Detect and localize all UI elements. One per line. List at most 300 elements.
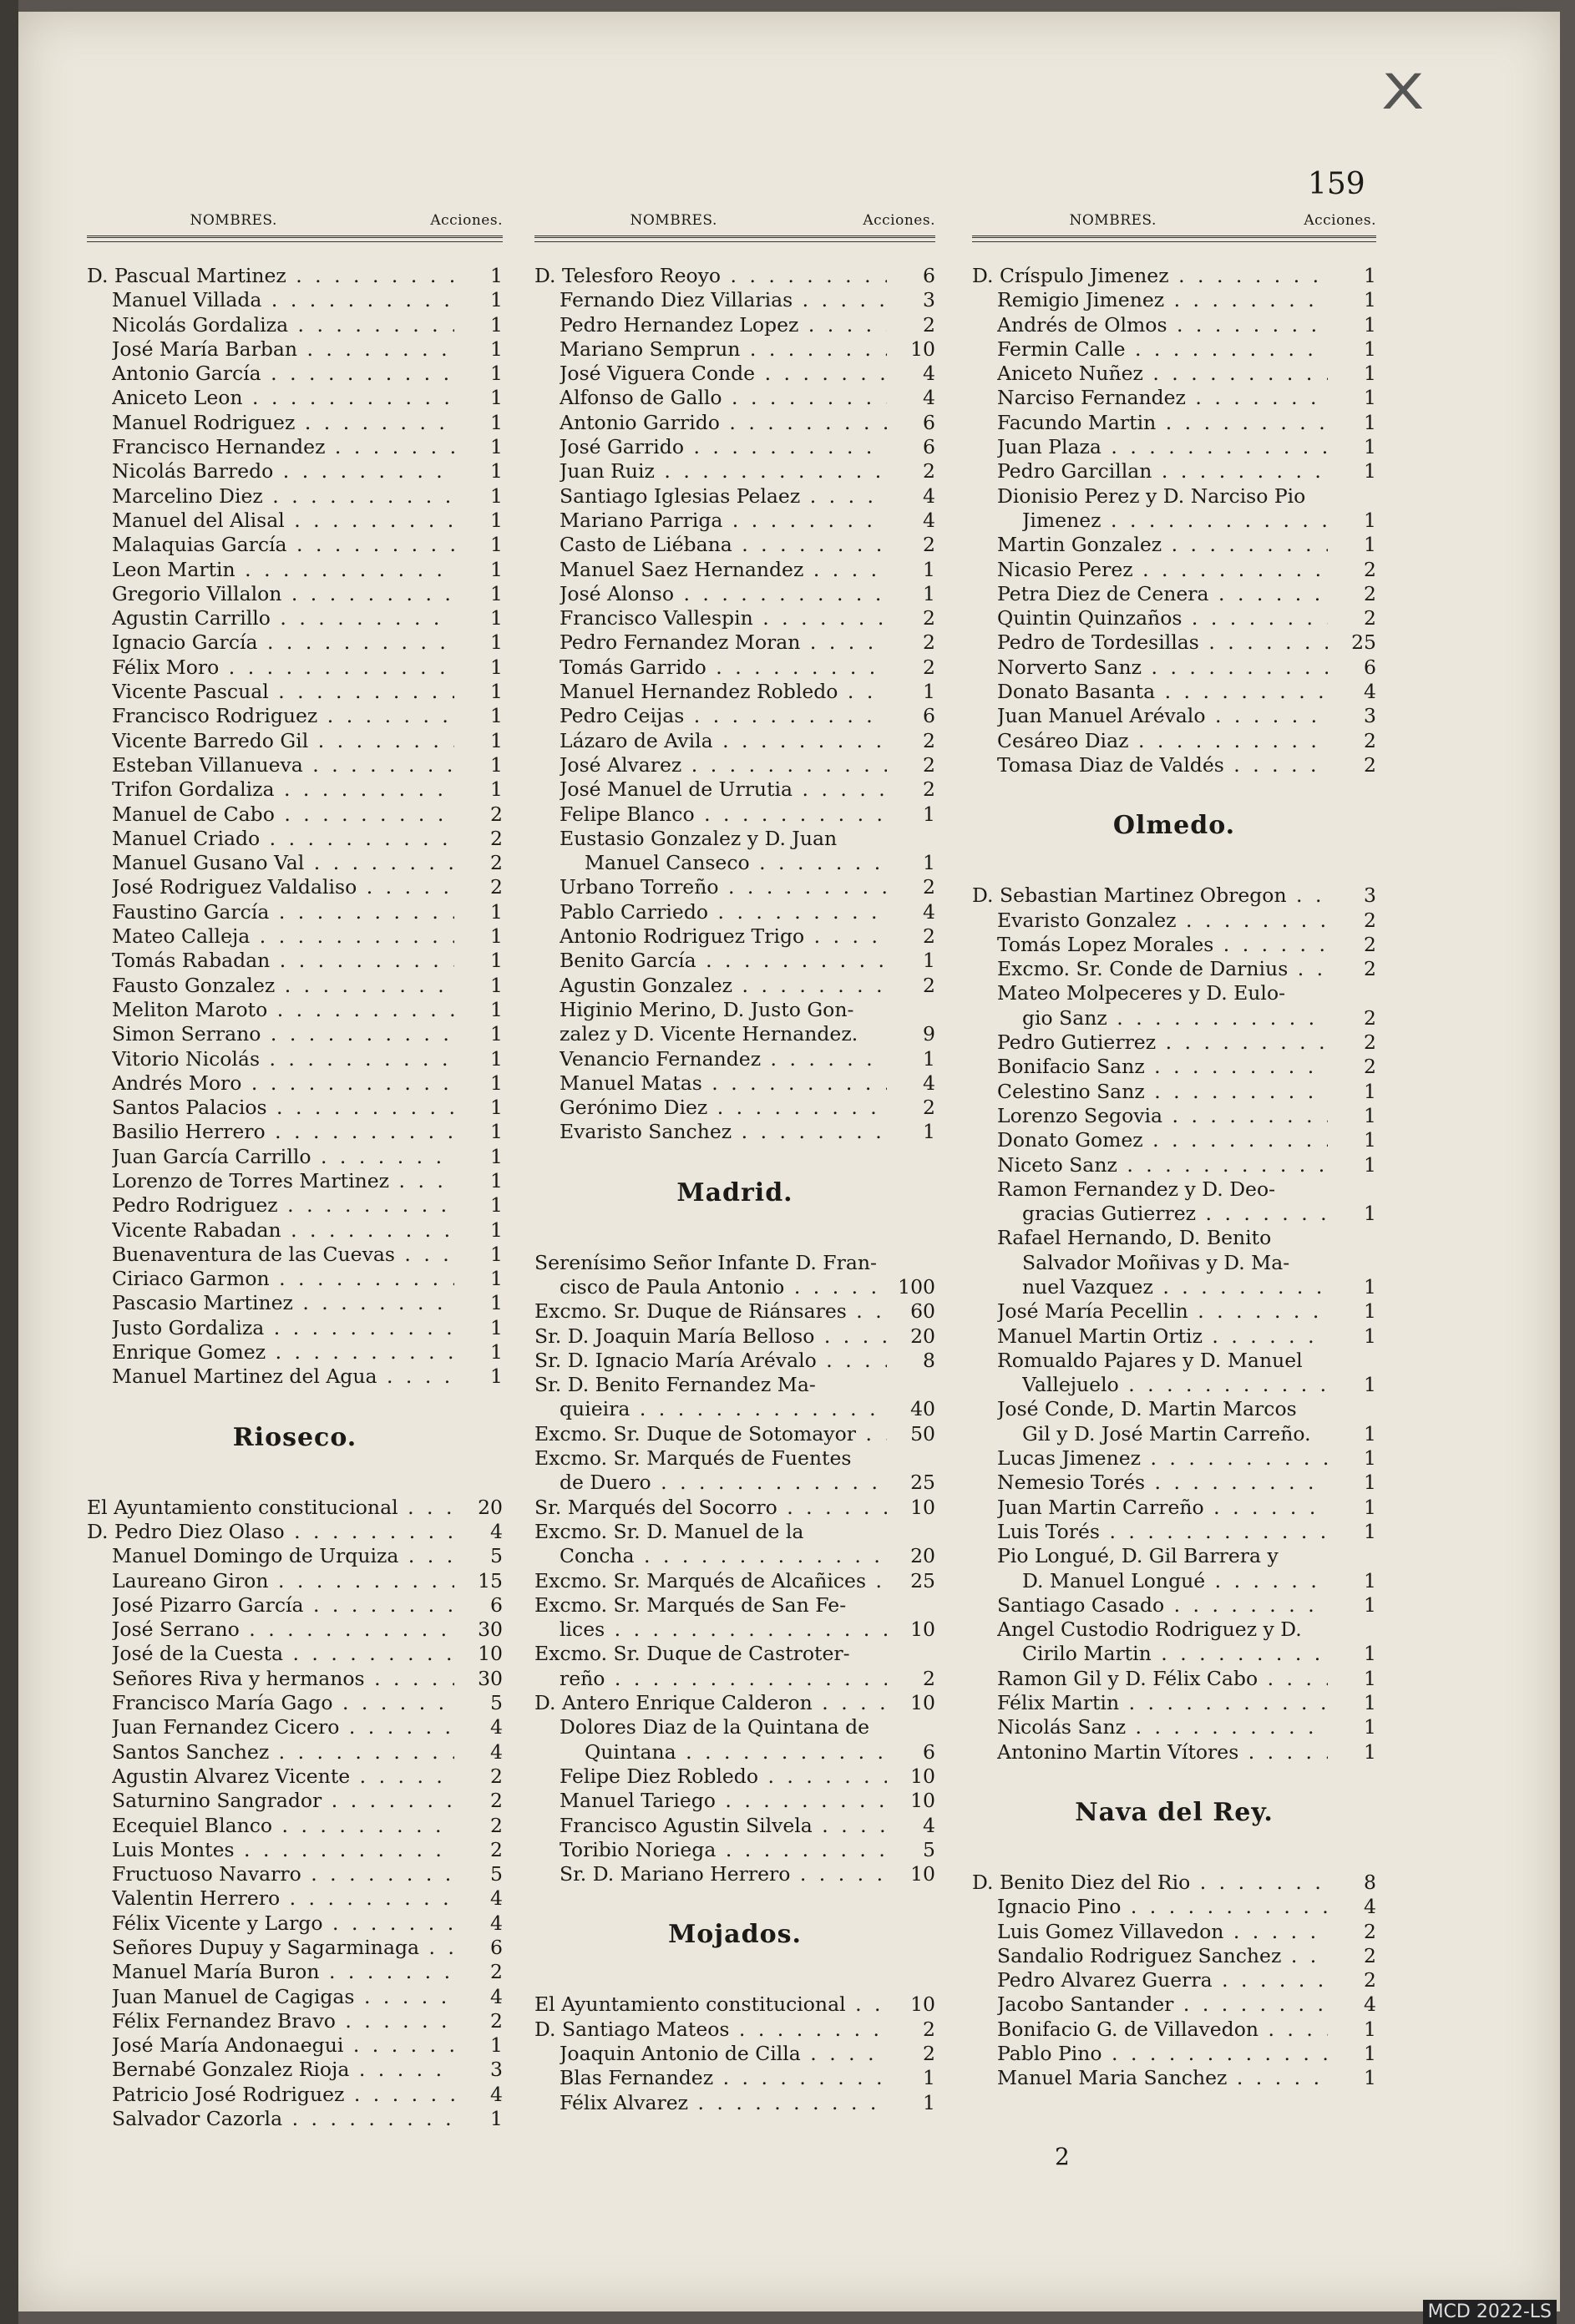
share-count: 1 xyxy=(1364,1202,1376,1226)
shareholder-name: Pedro Hernandez Lopez . . . xyxy=(560,313,887,337)
list-item xyxy=(972,1397,1376,1421)
share-count: 1 xyxy=(490,777,503,802)
shareholder-name: Félix Alvarez . . . xyxy=(560,2091,887,2115)
list-item xyxy=(87,2058,503,2082)
share-count: 2 xyxy=(1364,932,1376,956)
list-item xyxy=(87,1071,503,1096)
shareholder-name: Manuel Domingo de Urquiza . . . xyxy=(112,1544,454,1568)
share-count: 2 xyxy=(490,1837,503,1861)
shareholder-list xyxy=(534,264,935,1145)
share-count: 4 xyxy=(923,1813,935,1837)
list-item xyxy=(534,606,935,630)
list-item xyxy=(534,777,935,802)
shareholder-name: Mateo Molpeceres y D. Eulo- xyxy=(997,981,1286,1005)
shareholder-name: D. Telesforo Reoyo . . . xyxy=(534,264,887,288)
shareholder-name: Lucas Jimenez . . . xyxy=(997,1446,1328,1471)
shareholder-name: Eustasio Gonzalez y D. Juan xyxy=(560,826,838,850)
list-item xyxy=(534,509,935,533)
shareholder-name: Excmo. Sr. Duque de Riánsares . . . xyxy=(534,1299,887,1324)
shareholder-name: Dolores Diaz de la Quintana de xyxy=(560,1715,870,1739)
shareholder-name: Juan Martin Carreño . . . xyxy=(997,1496,1328,1520)
shareholder-name: Pio Longué, D. Gil Barrera y xyxy=(997,1544,1279,1568)
share-count: 2 xyxy=(923,533,935,557)
shareholder-name: Manuel Tariego . . . xyxy=(560,1789,887,1813)
share-count: 1 xyxy=(490,704,503,728)
list-item xyxy=(87,1740,503,1765)
share-count: 1 xyxy=(490,1193,503,1218)
shareholder-name: Urbano Torreño . . . xyxy=(560,875,887,899)
share-count: 1 xyxy=(1364,1666,1376,1690)
share-count: 10 xyxy=(910,1618,935,1642)
shareholder-name: El Ayuntamiento constitucional . . . xyxy=(87,1496,454,1520)
list-item xyxy=(534,630,935,655)
list-item xyxy=(87,337,503,362)
shareholder-name: Sr. D. Ignacio María Arévalo . . . xyxy=(534,1349,887,1373)
header-shares: Acciones. xyxy=(1304,212,1376,229)
share-count: 6 xyxy=(490,1592,503,1617)
share-count: 4 xyxy=(490,1715,503,1739)
list-item xyxy=(534,924,935,949)
list-item xyxy=(534,435,935,459)
list-item xyxy=(534,313,935,337)
shareholder-name: Quintin Quinzaños . . . xyxy=(997,606,1328,630)
shareholder-name: Andrés de Olmos . . . xyxy=(997,313,1328,337)
shareholder-name: José Serrano . . . xyxy=(112,1618,454,1642)
list-item xyxy=(972,1920,1376,1944)
share-count: 1 xyxy=(1364,386,1376,410)
shareholder-name: Manuel Saez Hernandez . . . xyxy=(560,558,887,582)
list-item xyxy=(87,1193,503,1218)
list-item xyxy=(87,827,503,851)
share-count: 1 xyxy=(1364,1471,1376,1495)
column-1 xyxy=(87,192,503,2131)
list-item xyxy=(87,558,503,582)
shareholder-name: José María Andonaegui . . . xyxy=(112,2033,454,2058)
shareholder-name: Santiago Casado . . . xyxy=(997,1593,1328,1618)
shareholder-name: José Alvarez . . . xyxy=(560,753,887,777)
list-item xyxy=(87,1886,503,1911)
shareholder-name: Saturnino Sangrador . . . xyxy=(112,1789,454,1813)
share-count: 1 xyxy=(490,557,503,581)
list-item xyxy=(534,656,935,680)
list-item xyxy=(972,1153,1376,1177)
list-item xyxy=(972,884,1376,908)
shareholder-name: Manuel Matas . . . xyxy=(560,1071,887,1096)
list-item xyxy=(534,1047,935,1071)
shareholder-name: Agustin Gonzalez . . . xyxy=(560,974,887,998)
list-item xyxy=(972,680,1376,704)
header-rule xyxy=(972,235,1376,242)
shareholder-name: Cesáreo Diaz . . . xyxy=(997,729,1328,753)
share-count: 1 xyxy=(490,508,503,532)
list-item xyxy=(972,1968,1376,1992)
shareholder-name: Toribio Noriega . . . xyxy=(560,1838,887,1862)
shareholder-name: Ciriaco Garmon . . . xyxy=(112,1267,454,1291)
share-count: 1 xyxy=(1364,1299,1376,1324)
list-item xyxy=(972,533,1376,557)
shareholder-name: D. Críspulo Jimenez . . . xyxy=(972,264,1328,288)
shareholder-name: Santos Palacios . . . xyxy=(112,1096,454,1120)
list-item xyxy=(972,337,1376,362)
share-count: 1 xyxy=(490,264,503,287)
shareholder-name: Andrés Moro . . . xyxy=(112,1071,454,1096)
list-item xyxy=(87,582,503,606)
list-item xyxy=(972,484,1376,509)
shareholder-name: Cirilo Martin . . . xyxy=(1022,1642,1328,1666)
share-count: 60 xyxy=(910,1299,935,1324)
share-count: 2 xyxy=(1364,957,1376,981)
shareholder-name: Buenaventura de las Cuevas . . . xyxy=(112,1243,454,1267)
shareholder-name: Señores Riva y hermanos . . . xyxy=(112,1667,454,1691)
share-count: 1 xyxy=(490,752,503,777)
share-count: 1 xyxy=(1364,459,1376,484)
shareholder-name: Gil y D. José Martin Carreño. xyxy=(1022,1421,1311,1446)
share-count: 1 xyxy=(1364,1739,1376,1764)
list-item xyxy=(972,1275,1376,1299)
shareholder-name: D. Pedro Diez Olaso . . . xyxy=(87,1520,454,1544)
list-item xyxy=(534,1667,935,1691)
share-count: 2 xyxy=(1364,1968,1376,1992)
share-count: 2 xyxy=(923,728,935,752)
share-count: 2 xyxy=(923,459,935,484)
list-item xyxy=(534,288,935,312)
share-count: 10 xyxy=(910,1691,935,1715)
share-count: 1 xyxy=(923,581,935,605)
share-count: 2 xyxy=(923,606,935,630)
shareholder-name: Facundo Martin . . . xyxy=(997,411,1328,435)
list-item xyxy=(972,362,1376,386)
share-count: 1 xyxy=(923,2090,935,2114)
list-item xyxy=(972,1128,1376,1152)
shareholder-name: Luis Gomez Villavedon . . . xyxy=(997,1920,1328,1944)
list-item xyxy=(972,288,1376,312)
share-count: 1 xyxy=(1364,533,1376,557)
list-item xyxy=(87,1593,503,1618)
share-count: 4 xyxy=(923,508,935,532)
list-item xyxy=(87,630,503,655)
list-item xyxy=(87,362,503,386)
share-count: 4 xyxy=(923,484,935,508)
share-count: 1 xyxy=(923,1046,935,1071)
share-count: 2 xyxy=(490,2008,503,2033)
list-item xyxy=(972,1944,1376,1968)
list-item xyxy=(972,909,1376,933)
share-count: 1 xyxy=(490,1315,503,1339)
page-number: 159 xyxy=(1308,167,1365,201)
share-count: 10 xyxy=(910,337,935,361)
section-title-rioseco: Rioseco. xyxy=(232,1422,357,1452)
list-item xyxy=(972,1422,1376,1446)
share-count: 1 xyxy=(1364,1128,1376,1152)
list-item xyxy=(534,386,935,410)
share-count: 10 xyxy=(910,1992,935,2017)
list-item xyxy=(87,851,503,875)
shareholder-name: Francisco Vallespin . . . xyxy=(560,606,887,630)
list-item xyxy=(87,777,503,802)
shareholder-name: Mateo Calleja . . . xyxy=(112,924,454,949)
list-item xyxy=(87,2009,503,2033)
column-2 xyxy=(534,192,935,2115)
shareholder-name: Laureano Giron . . . xyxy=(112,1569,454,1593)
list-item xyxy=(87,974,503,998)
shareholder-name: Antonio Rodriguez Trigo . . . xyxy=(560,924,887,949)
shareholder-name: Petra Diez de Cenera . . . xyxy=(997,582,1328,606)
share-count: 2 xyxy=(1364,606,1376,630)
list-item xyxy=(87,1169,503,1193)
list-item xyxy=(87,729,503,753)
column-header xyxy=(87,192,503,229)
signature-number: 2 xyxy=(1055,2143,1070,2170)
share-count: 2 xyxy=(1364,728,1376,752)
share-count: 3 xyxy=(923,288,935,312)
list-item xyxy=(972,704,1376,728)
share-count: 1 xyxy=(1364,1519,1376,1543)
list-item xyxy=(972,1496,1376,1520)
share-count: 1 xyxy=(490,1340,503,1365)
list-item xyxy=(87,1789,503,1813)
shareholder-name: Manuel Martinez del Agua . . . xyxy=(112,1365,454,1389)
list-item xyxy=(87,656,503,680)
shareholder-name: Manuel Gusano Val . . . xyxy=(112,851,454,875)
list-item xyxy=(972,313,1376,337)
shareholder-name: Ignacio García . . . xyxy=(112,630,454,655)
share-count: 1 xyxy=(1364,1373,1376,1397)
shareholder-list xyxy=(534,1251,935,1887)
share-count: 1 xyxy=(1364,1642,1376,1666)
list-item xyxy=(87,264,503,288)
shareholder-name: Manuel Villada . . . xyxy=(112,288,454,312)
list-item xyxy=(972,1895,1376,1919)
shareholder-name: Pedro Garcillan . . . xyxy=(997,459,1328,484)
list-item xyxy=(87,1838,503,1862)
shareholder-name: Félix Moro . . . xyxy=(112,656,454,680)
share-count: 10 xyxy=(478,1642,503,1666)
list-item xyxy=(534,753,935,777)
share-count: 1 xyxy=(1364,264,1376,287)
share-count: 2 xyxy=(923,1096,935,1120)
share-count: 2 xyxy=(923,630,935,655)
shareholder-name: Francisco Rodriguez . . . xyxy=(112,704,454,728)
shareholder-name: Bonifacio Sanz . . . xyxy=(997,1055,1328,1079)
share-count: 1 xyxy=(490,949,503,973)
shareholder-name: Martin Gonzalez . . . xyxy=(997,533,1328,557)
shareholder-name: Esteban Villanueva . . . xyxy=(112,753,454,777)
list-item xyxy=(534,1838,935,1862)
share-count: 4 xyxy=(1364,1895,1376,1919)
shareholder-name: Manuel Martin Ortiz . . . xyxy=(997,1324,1328,1349)
list-item xyxy=(534,1691,935,1715)
share-count: 20 xyxy=(478,1495,503,1519)
share-count: 1 xyxy=(490,630,503,655)
shareholder-name: Celestino Sanz . . . xyxy=(997,1080,1328,1104)
share-count: 1 xyxy=(490,1218,503,1242)
shareholder-list xyxy=(87,1496,503,2132)
shareholder-name: gio Sanz . . . xyxy=(1022,1006,1328,1030)
list-item xyxy=(534,1120,935,1144)
share-count: 10 xyxy=(910,1862,935,1886)
share-count: 1 xyxy=(1364,1495,1376,1519)
shareholder-name: D. Pascual Martinez . . . xyxy=(87,264,454,288)
list-item xyxy=(87,1960,503,1984)
shareholder-name: Manuel de Cabo . . . xyxy=(112,803,454,827)
list-item xyxy=(972,1104,1376,1128)
list-item xyxy=(87,288,503,312)
shareholder-name: El Ayuntamiento constitucional . . . xyxy=(534,1992,887,2017)
share-count: 2 xyxy=(1364,1030,1376,1055)
share-count: 30 xyxy=(478,1666,503,1690)
list-item xyxy=(972,264,1376,288)
shareholder-name: Antonio Garrido . . . xyxy=(560,411,887,435)
list-item xyxy=(534,1593,935,1618)
share-count: 1 xyxy=(490,288,503,312)
list-item xyxy=(87,924,503,949)
shareholder-name: Leon Martin . . . xyxy=(112,558,454,582)
list-item xyxy=(534,1251,935,1275)
list-item xyxy=(972,1251,1376,1275)
shareholder-name: Remigio Jimenez . . . xyxy=(997,288,1328,312)
list-item xyxy=(534,1642,935,1666)
shareholder-name: Sr. D. Joaquin María Belloso . . . xyxy=(534,1324,887,1349)
list-item xyxy=(972,957,1376,981)
list-item xyxy=(534,827,935,851)
shareholder-name: Mariano Semprun . . . xyxy=(560,337,887,362)
list-item xyxy=(87,1715,503,1739)
list-item xyxy=(87,753,503,777)
shareholder-name: Benito García . . . xyxy=(560,949,887,973)
shareholder-name: Pedro Fernandez Moran . . . xyxy=(560,630,887,655)
shareholder-name: Fermin Calle . . . xyxy=(997,337,1328,362)
shareholder-name: Antonino Martin Vítores . . . xyxy=(997,1740,1328,1765)
share-count: 2 xyxy=(923,924,935,949)
list-item xyxy=(972,509,1376,533)
shareholder-name: Pablo Carriedo . . . xyxy=(560,900,887,924)
list-item xyxy=(534,1422,935,1446)
list-item xyxy=(972,729,1376,753)
shareholder-name: Ramon Gil y D. Félix Cabo . . . xyxy=(997,1667,1328,1691)
shareholder-name: Nicasio Perez . . . xyxy=(997,558,1328,582)
list-item xyxy=(972,933,1376,957)
list-item xyxy=(87,484,503,509)
list-item xyxy=(972,411,1376,435)
share-count: 1 xyxy=(923,851,935,875)
book-gutter xyxy=(0,0,18,2324)
shareholder-name: Lorenzo Segovia . . . xyxy=(997,1104,1328,1128)
header-rule xyxy=(534,235,935,242)
header-names: NOMBRES. xyxy=(1069,212,1157,229)
list-item xyxy=(534,1544,935,1568)
list-item xyxy=(534,1789,935,1813)
list-item xyxy=(534,2091,935,2115)
share-count: 1 xyxy=(490,1046,503,1071)
shareholder-name: Tomás Garrido . . . xyxy=(560,656,887,680)
shareholder-name: Nicolás Barredo . . . xyxy=(112,459,454,484)
share-count: 1 xyxy=(1364,1715,1376,1739)
shareholder-name: Enrique Gomez . . . xyxy=(112,1340,454,1365)
share-count: 2 xyxy=(1364,1055,1376,1079)
shareholder-name: Serenísimo Señor Infante D. Fran- xyxy=(534,1250,877,1274)
share-count: 1 xyxy=(490,899,503,924)
share-count: 1 xyxy=(490,362,503,386)
shareholder-name: Santos Sanchez . . . xyxy=(112,1740,454,1765)
shareholder-name: Agustin Carrillo . . . xyxy=(112,606,454,630)
list-item xyxy=(972,459,1376,484)
share-count: 2 xyxy=(490,1960,503,1984)
share-count: 1 xyxy=(490,1120,503,1144)
share-count: 5 xyxy=(923,1837,935,1861)
shareholder-name: Luis Torés . . . xyxy=(997,1520,1328,1544)
shareholder-name: Sr. D. Mariano Herrero . . . xyxy=(560,1862,887,1886)
share-count: 50 xyxy=(910,1421,935,1446)
list-item xyxy=(87,1496,503,1520)
share-count: 20 xyxy=(910,1544,935,1568)
list-item xyxy=(972,753,1376,777)
share-count: 1 xyxy=(1364,1592,1376,1617)
shareholder-name: Pablo Pino . . . xyxy=(997,2042,1328,2066)
shareholder-name: Juan Ruiz . . . xyxy=(560,459,887,484)
shareholder-name: zalez y D. Vicente Hernandez. xyxy=(560,1022,858,1046)
shareholder-name: Gerónimo Diez . . . xyxy=(560,1096,887,1120)
share-count: 2 xyxy=(490,1813,503,1837)
shareholder-name: José María Pecellin . . . xyxy=(997,1299,1328,1324)
share-count: 1 xyxy=(1364,508,1376,532)
shareholder-name: Evaristo Gonzalez . . . xyxy=(997,909,1328,933)
list-item xyxy=(972,656,1376,680)
list-item xyxy=(87,1340,503,1365)
shareholder-name: Aniceto Leon . . . xyxy=(112,386,454,410)
share-count: 1 xyxy=(923,557,935,581)
share-count: 1 xyxy=(490,1365,503,1389)
list-item xyxy=(87,1544,503,1568)
share-count: 2 xyxy=(923,1666,935,1690)
list-item xyxy=(87,313,503,337)
shareholder-name: Manuel Maria Sanchez . . . xyxy=(997,2066,1328,2090)
share-count: 1 xyxy=(490,997,503,1021)
share-count: 3 xyxy=(490,2058,503,2082)
share-count: 1 xyxy=(490,1022,503,1046)
shareholder-name: Justo Gordaliza . . . xyxy=(112,1316,454,1340)
list-item xyxy=(534,1814,935,1838)
shareholder-name: Blas Fernandez . . . xyxy=(560,2066,887,2090)
list-item xyxy=(87,411,503,435)
list-item xyxy=(534,1446,935,1471)
list-item xyxy=(972,435,1376,459)
list-item xyxy=(534,1397,935,1421)
shareholder-name: Tomás Rabadan . . . xyxy=(112,949,454,973)
column-3 xyxy=(972,192,1376,2091)
shareholder-name: Francisco Agustin Silvela . . . xyxy=(560,1814,887,1838)
list-item xyxy=(87,998,503,1022)
list-item xyxy=(87,949,503,973)
list-item xyxy=(87,1096,503,1120)
shareholder-name: Agustin Alvarez Vicente . . . xyxy=(112,1765,454,1789)
share-count: 6 xyxy=(923,1739,935,1764)
shareholder-name: Manuel Canseco . . . xyxy=(585,851,887,875)
shareholder-name: Pascasio Martinez . . . xyxy=(112,1291,454,1315)
shareholder-name: Juan García Carrillo . . . xyxy=(112,1145,454,1169)
share-count: 6 xyxy=(923,435,935,459)
share-count: 4 xyxy=(490,2082,503,2106)
list-item xyxy=(87,1642,503,1666)
list-item xyxy=(534,1618,935,1642)
share-count: 1 xyxy=(490,1168,503,1192)
list-item xyxy=(972,2066,1376,2090)
shareholder-list xyxy=(534,1992,935,2114)
shareholder-name: Antonio García . . . xyxy=(112,362,454,386)
shareholder-name: Rafael Hernando, D. Benito xyxy=(997,1226,1272,1250)
list-item xyxy=(87,533,503,557)
list-item xyxy=(972,1715,1376,1739)
list-item xyxy=(534,1471,935,1495)
